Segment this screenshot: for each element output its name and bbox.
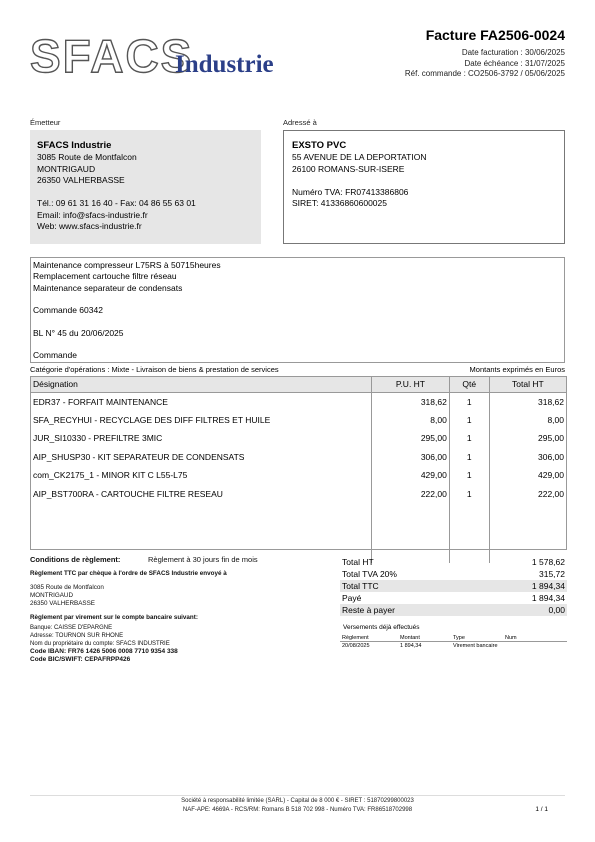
recipient-siret: SIRET: 41336860600025 [292,198,387,208]
iban-code: Code IBAN: FR76 1426 5006 0008 7710 9354 338 [30,648,178,655]
payment-condition [30,556,330,564]
payment-condition-value: Règlement à 30 jours fin de mois [148,555,258,564]
emitter-phone: Tél.: 09 61 31 16 40 - Fax: 04 86 55 63 01 [37,198,196,208]
invoice-due-date: Date échéance : 31/07/2025 [464,58,565,68]
cell-designation: com_CK2175_1 - MINOR KIT C L55-L75 [31,466,372,485]
total-ht-label: Total HT [342,557,374,567]
footer-line-2: NAF-APE: 4669A - RCS/RM: Romans B 518 702 998 - Numéro TVA: FR86518702998 [182,806,413,813]
table-row [31,448,566,467]
table-row [31,411,566,430]
remaining-row [340,604,567,616]
category-line [30,365,565,374]
payments-made-title: Versements déjà effectués [343,624,420,631]
cheque-title: Règlement TTC par chèque à l'ordre de SFACS Industrie envoyé à [30,570,227,577]
description-line-5: BL N° 45 du 20/06/2025 [33,327,124,338]
table-row [31,429,566,448]
invoice-description [30,257,565,363]
totals-block [340,556,567,616]
cell-total: 318,62 [538,396,564,407]
emitter-address-3: 26350 VALHERBASSE [37,175,125,185]
payment-amount: 1 894,34 [400,643,422,649]
account-holder: Nom du propriétaire du compte: SFACS INDUSTRIE [30,641,170,647]
cell-total: 306,00 [538,451,564,462]
invoice-order-ref: Réf. commande : CO2506-3792 / 05/06/2025 [404,69,565,78]
total-ht-row [340,556,567,568]
cell-unit-price: 295,00 [372,429,450,448]
cell-total: 295,00 [538,433,564,444]
company-logo [30,30,290,82]
cell-designation: AIP_SHUSP30 - KIT SEPARATEUR DE CONDENSATS [31,448,372,467]
emitter-web: Web: www.sfacs-industrie.fr [37,221,142,231]
paid-label: Payé [342,593,362,603]
emitter-email: Email: info@sfacs-industrie.fr [37,209,148,220]
payments-header-type: Type [453,635,465,641]
table-header-row [31,377,566,392]
total-tva-label: Total TVA 20% [342,569,397,579]
footer-divider [30,795,565,796]
total-tva-value: 315,72 [539,569,565,579]
recipient-name: EXSTO PVC [292,140,347,151]
cell-quantity: 1 [449,411,489,430]
total-ttc-value: 1 894,34 [531,581,565,591]
cheque-address-1: 3085 Route de Montfalcon [30,584,104,591]
header-designation: Désignation [31,377,372,392]
cell-total: 8,00 [547,414,564,425]
emitter-address-2: MONTRIGAUD [37,163,96,174]
cheque-address-3: 26350 VALHERBASSE [30,600,95,607]
cell-quantity: 1 [449,392,489,411]
cell-total: 429,00 [538,470,564,481]
invoice-title: Facture FA2506-0024 [425,27,565,43]
cell-designation: AIP_BST700RA - CARTOUCHE FILTRE RESEAU [31,485,372,504]
payment-date: 20/08/2025 [342,643,370,649]
cell-unit-price: 318,62 [372,392,450,411]
total-tva-row [340,568,567,580]
cell-quantity: 1 [449,466,489,485]
payment-terms [30,556,330,664]
operation-category: Catégorie d'opérations : Mixte - Livraison de biens & prestation de services [30,365,279,374]
payment-condition-label: Conditions de règlement: [30,555,121,564]
table-filler-row [31,503,566,563]
table-row [31,392,566,411]
payments-header-amount: Montant [400,635,420,641]
remaining-value: 0,00 [548,605,565,615]
bank-name: Banque: CAISSE D'EPARGNE [30,625,113,631]
payments-made-table [340,634,567,650]
cell-designation: SFA_RECYHUI - RECYCLAGE DES DIFF FILTRES ET HUILE [31,411,372,430]
description-line-4: Commande 60342 [33,305,103,316]
description-line-6: Commande [33,350,77,361]
recipient-block [283,130,565,244]
invoice-meta [405,48,565,80]
transfer-title: Règlement par virement sur le compte bancaire suivant: [30,614,198,621]
total-ttc-row [340,580,567,592]
total-ht-value: 1 578,62 [531,557,565,567]
invoice-date: Date facturation : 30/06/2025 [461,48,565,57]
cheque-address-2: MONTRIGAUD [30,592,74,599]
footer-line-1: Société à responsabilité limitée (SARL) - Capital de 8 000 € - SIRET : 51870299800023 [181,798,414,804]
cell-quantity: 1 [449,448,489,467]
emitter-label: Émetteur [30,118,61,127]
recipient-label: Adressé à [283,118,317,127]
payment-num [505,642,565,650]
emitter-block [30,130,261,244]
cell-designation: JUR_SI10330 - PREFILTRE 3MIC [31,429,372,448]
cell-quantity: 1 [449,429,489,448]
cell-unit-price: 222,00 [372,485,450,504]
cell-unit-price: 306,00 [372,448,450,467]
currency-note: Montants exprimés en Euros [469,365,565,374]
total-ttc-label: Total TTC [342,581,379,591]
recipient-address-2: 26100 ROMANS-SUR-ISERE [292,163,405,174]
emitter-name: SFACS Industrie [37,140,112,151]
description-line-1: Maintenance compresseur L75RS à 50715heures [33,260,221,270]
description-line-3: Maintenance separateur de condensats [33,282,183,293]
description-line-2: Remplacement cartouche filtre réseau [33,271,177,282]
cell-unit-price: 429,00 [372,466,450,485]
cell-designation: EDR37 - FORFAIT MAINTENANCE [31,392,372,411]
payment-type: Virement bancaire [453,643,498,649]
page-number: 1 / 1 [535,806,548,813]
payments-header-date: Règlement [342,635,369,641]
cell-quantity: 1 [449,485,489,504]
header-unit-price: P.U. HT [372,377,450,392]
header-total: Total HT [489,377,566,392]
paid-row [340,592,567,604]
recipient-tva: Numéro TVA: FR07413386806 [292,186,409,197]
header-quantity: Qté [449,377,489,392]
legal-footer [30,797,565,814]
logo-industrie-text: Industrie [175,51,274,78]
bic-code: Code BIC/SWIFT: CEPAFRPP426 [30,656,131,663]
invoice-lines-table [30,376,567,550]
cell-unit-price: 8,00 [372,411,450,430]
table-row [31,485,566,504]
remaining-label: Reste à payer [342,605,395,615]
payments-header-row [340,634,567,642]
payment-row [340,642,567,650]
bank-address: Adresse: TOURNON SUR RHONE [30,633,124,639]
cell-total: 222,00 [538,488,564,499]
recipient-address-1: 55 AVENUE DE LA DEPORTATION [292,152,427,162]
emitter-address-1: 3085 Route de Montfalcon [37,152,137,162]
table-row [31,466,566,485]
paid-value: 1 894,34 [531,593,565,603]
logo-sfacs-text: SFACS [30,30,194,82]
payments-header-num: Num [505,635,517,641]
